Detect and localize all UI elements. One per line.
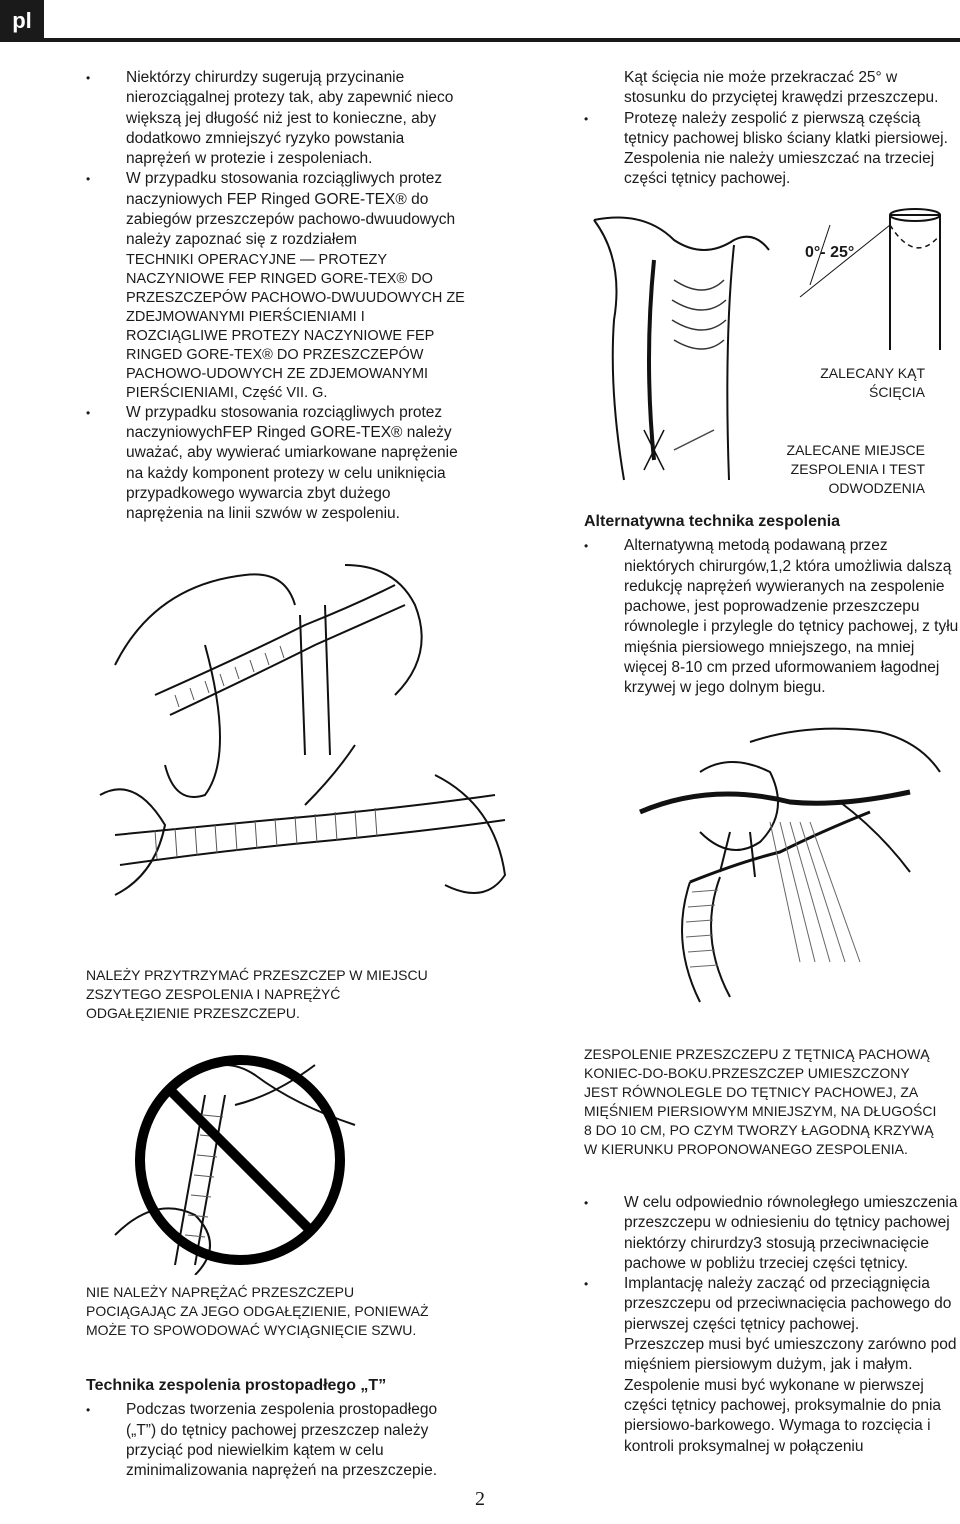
right-column-bottom-text xyxy=(584,1193,960,1457)
bullet-stretch-text: W przypadku stosowania rozciągliwych protez naczyniowych FEP Ringed GORE-TEX® do zabiegów przeszczepów pachowo-dwuudowych należy zapoznać się z rozdziałem xyxy=(126,170,456,249)
bullet-first-part-artery: • Protezę należy zespolić z pierwszą częścią tętnicy pachowej blisko ściany klatki piersiowej. Zespolenia nie należy umieszczać na trzeciej części tętnicy pachowej. xyxy=(584,109,960,190)
bullet-t-anastomosis: • Podczas tworzenia zespolenia prostopadłego („T”) do tętnicy pachowej przeszczep należy przyciąć pod niewielkim kątem w celu zminimalizowania naprężeń na przeszczepie. xyxy=(86,1400,466,1481)
language-code: pl xyxy=(12,8,32,33)
recommended-site-caption: ZALECANE MIEJSCE ZESPOLENIA I TEST ODWODZENIA xyxy=(786,442,925,496)
bullet-alternative-method: • Alternatywną metodą podawaną przez niektórych chirurgów,1,2 która umożliwia dalszą redukcję naprężeń wywieranych na zespolenie pachowe, jest poprowadzenie przeszczepu równolegle i przylegle do tętnicy pachowej, z tyłu mięśnia piersiowego mniejszego, na mniej więcej 8-10 cm przed uformowaniem łagodnej krzywej w jego dolnym biegu. xyxy=(584,536,960,698)
bullet-trim-graft: • Niektórzy chirurdzy sugerują przycinanie nierozciągalnej protezy tak, aby zapewnić nieco większą jej długość niż jest to konieczne, aby dodatkowo zmniejszyć ryzyko powstania naprężeń w protezie i zespoleniach. xyxy=(86,68,466,169)
alternative-heading: Alternatywna technika zespolenia xyxy=(584,513,841,530)
angle-label: 0°- 25° xyxy=(805,244,855,261)
alternative-technique-section xyxy=(584,512,960,699)
bullet-moderate-tension: • W przypadku stosowania rozciągliwych protez naczyniowychFEP Ringed GORE-TEX® należy uważać, aby wywierać umiarkowane naprężenie na każdy komponent protezy w celu uniknięcia przypadkowego wywarcia zbyt dużego naprężenia na linii szwów w zespoleniu. xyxy=(86,403,466,525)
hands-holding-graft-illustration xyxy=(95,545,515,955)
torso-illustration xyxy=(584,200,774,490)
angle-tube-illustration xyxy=(790,205,950,355)
t-technique-heading: Technika zespolenia prostopadłego „T” xyxy=(86,1377,387,1394)
language-tab xyxy=(0,0,44,42)
graft-placement-paragraph: Przeszczep musi być umieszczony zarówno pod mięśniem piersiowym dużym, jak i małym. Zespolenie musi być wykonane w pierwszej części tętnicy pachowej, proksymalnie do pnia piersiowo-barkowego. Wymaga to rozcięcia i kontroli proksymalnej w połączeniu xyxy=(624,1336,957,1455)
anatomical-anastomosis-illustration xyxy=(580,712,950,1042)
bullet-stretch-caps: TECHNIKI OPERACYJNE — PROTEZY NACZYNIOWE FEP RINGED GORE-TEX® DO PRZESZCZEPÓW PACHOWO-DWUUDOWYCH ZE ZDEJMOWANYMI PIERŚCIENIAMI I ROZCIĄGLIWE PROTEZY NACZYNIOWE FEP RINGED GORE-TEX® DO PRZESZCZEPÓW PACHOWO-UDOWYCH ZE ZDJEMOWANYMI PIERŚCIENIAMI, Część VII. G. xyxy=(126,251,465,401)
left-column-text xyxy=(86,68,466,524)
header-rule xyxy=(44,38,960,42)
hold-graft-caption: NALEŻY PRZYTRZYMAĆ PRZESZCZEP W MIEJSCU ZSZYTEGO ZESPOLENIA I NAPRĘŻYĆ ODGAŁĘZIENIE PRZESZCZEPU. xyxy=(86,967,428,1021)
do-not-pull-caption: NIE NALEŻY NAPRĘŻAĆ PRZESZCZEPU POCIĄGAJĄC ZA JEGO ODGAŁĘZIENIE, PONIEWAŻ MOŻE TO SPOWODOWAĆ WYCIĄGNIĘCIE SZWU. xyxy=(86,1284,429,1338)
prohibited-pulling-illustration xyxy=(95,1035,375,1275)
bullet-stretch-graft xyxy=(86,169,466,402)
right-column-top-text xyxy=(584,68,960,190)
bullet-implant-start: • Implantację należy zacząć od przeciągnięcia przeszczepu od przeciwnacięcia pachowego do pierwszej części tętnicy pachowej. xyxy=(584,1274,960,1335)
page-number: 2 xyxy=(475,1488,485,1510)
end-to-side-caption: ZESPOLENIE PRZESZCZEPU Z TĘTNICĄ PACHOWĄ KONIEC-DO-BOKU.PRZESZCZEP UMIESZCZONY JEST RÓWNOLEGLE DO TĘTNICY PACHOWEJ, ZA MIĘŚNIEM PIERSIOWYM MNIEJSZYM, NA DŁUGOŚCI 8 DO 10 CM, PO CZYM TWORZY ŁAGODNĄ KRZYWĄ W KIERUNKU PROPONOWANEGO ZESPOLENIA. xyxy=(584,1046,937,1157)
bevel-angle-paragraph: Kąt ścięcia nie może przekraczać 25° w stosunku do przyciętej krawędzi przeszczepu. xyxy=(624,69,939,107)
recommended-angle-caption: ZALECANY KĄT ŚCIĘCIA xyxy=(820,365,925,400)
bullet-counter-incision: • W celu odpowiednio równoległego umieszczenia przeszczepu w odniesieniu do tętnicy pachowej niektórzy chirurdzy3 stosują przeciwnacięcie pachowe w pobliżu trzeciej części tętnicy. xyxy=(584,1193,960,1274)
t-technique-section xyxy=(86,1376,466,1481)
